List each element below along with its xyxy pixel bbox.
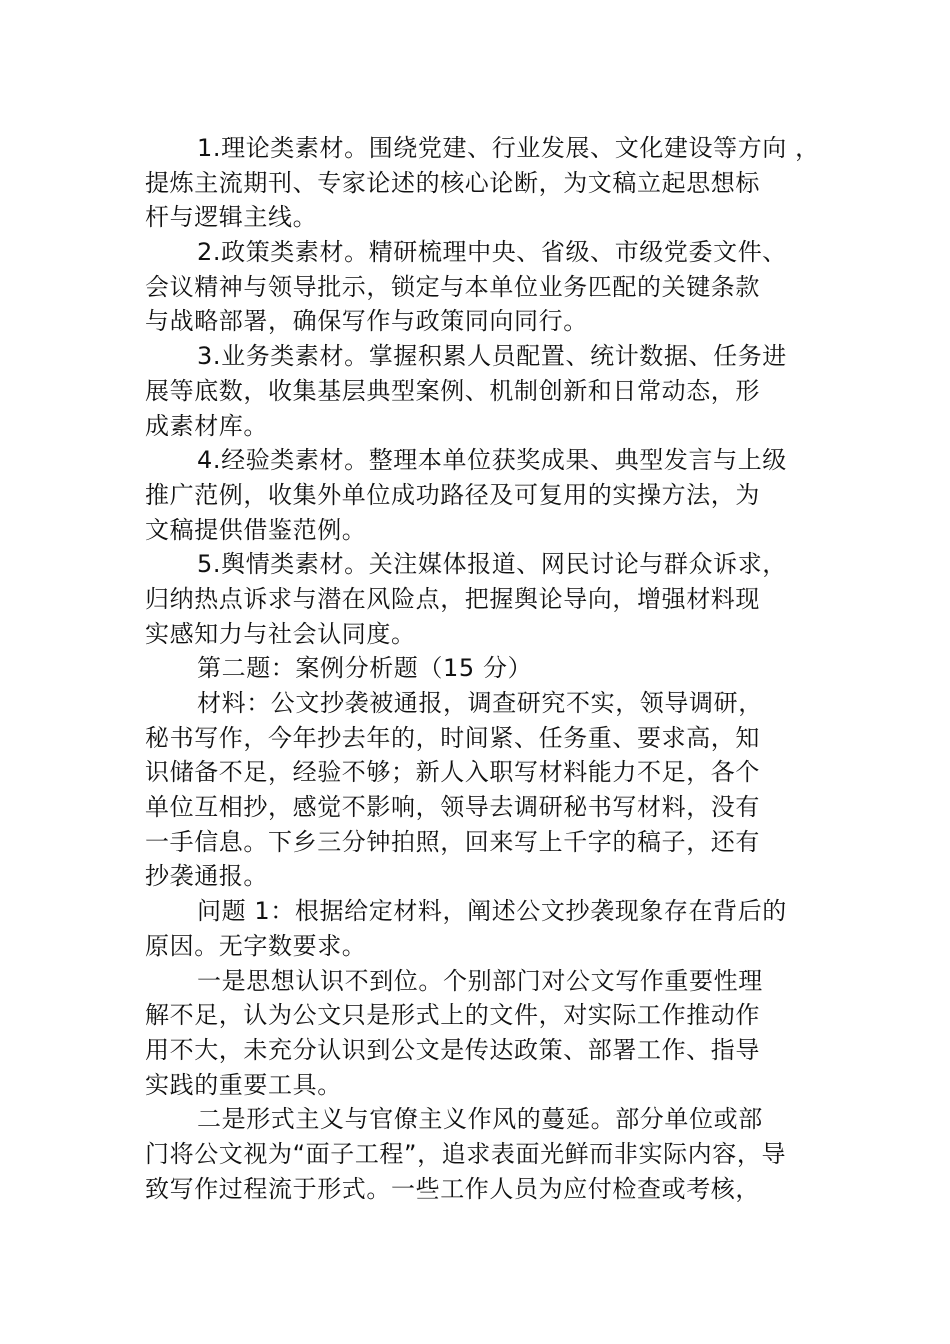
text-line: 展等底数，收集基层典型案例、机制创新和日常动态，形 (145, 376, 760, 405)
paragraph-answer-reason-two (145, 1102, 845, 1206)
text-line: 原因。无字数要求。 (145, 931, 367, 960)
paragraph-question-one (145, 894, 845, 963)
text-line: 单位互相抄，感觉不影响，领导去调研秘书写材料，没有 (145, 793, 760, 822)
text-line: 问题 1：根据给定材料，阐述公文抄袭现象存在背后的 (197, 897, 787, 926)
question-two-heading (145, 651, 845, 686)
text-line: 4.经验类素材。整理本单位获奖成果、典型发言与上级 (197, 446, 787, 475)
text-line: 门将公文视为“面子工程”，追求表面光鲜而非实际内容，导 (145, 1139, 787, 1168)
text-line: 材料：公文抄袭被通报，调查研究不实，领导调研， (197, 689, 763, 717)
text-line: 秘书写作，今年抄去年的，时间紧、任务重、要求高，知 (145, 723, 760, 752)
text-line: 用不大，未充分认识到公文是传达政策、部署工作、指导 (145, 1035, 760, 1064)
text-line: 致写作过程流于形式。一些工作人员为应付检查或考核， (145, 1174, 760, 1203)
text-line: 抄袭通报。 (145, 862, 268, 891)
text-line: 解不足，认为公文只是形式上的文件，对实际工作推动作 (145, 1001, 760, 1030)
text-line: 杆与逻辑主线。 (145, 203, 318, 232)
paragraph-experience-material (145, 443, 845, 547)
text-line: 3.业务类素材。掌握积累人员配置、统计数据、任务进 (197, 342, 787, 371)
paragraph-answer-reason-one (145, 964, 845, 1103)
text-line: 推广范例，收集外单位成功路径及可复用的实操方法，为 (145, 480, 760, 509)
paragraph-case-material (145, 686, 845, 894)
text-line: 会议精神与领导批示，锁定与本单位业务匹配的关键条款 (145, 272, 760, 301)
text-line: 实践的重要工具。 (145, 1070, 342, 1099)
text-line: 一是思想认识不到位。个别部门对公文写作重要性理 (197, 966, 763, 995)
paragraph-public-opinion-material (145, 547, 845, 651)
text-line: 提炼主流期刊、专家论述的核心论断，为文稿立起思想标 (145, 168, 760, 197)
paragraph-business-material (145, 339, 845, 443)
text-line: 实感知力与社会认同度。 (145, 619, 416, 648)
section-heading: 第二题：案例分析题（15 分） (197, 654, 533, 683)
text-line: 归纳热点诉求与潜在风险点，把握舆论导向，增强材料现 (145, 584, 760, 613)
text-line: 识储备不足，经验不够；新人入职写材料能力不足，各个 (145, 758, 760, 787)
text-line: 5.舆情类素材。关注媒体报道、网民讨论与群众诉求， (197, 550, 787, 579)
text-line: 2.政策类素材。精研梳理中央、省级、市级党委文件、 (197, 238, 787, 267)
text-line: 与战略部署，确保写作与政策同向同行。 (145, 307, 588, 336)
text-line: 1.理论类素材。围绕党建、行业发展、文化建设等方向 ， (197, 134, 820, 162)
text-line: 二是形式主义与官僚主义作风的蔓延。部分单位或部 (197, 1105, 763, 1134)
text-line: 文稿提供借鉴范例。 (145, 515, 367, 544)
paragraph-theory-material (145, 131, 845, 235)
paragraph-policy-material (145, 235, 845, 339)
document-body (145, 131, 845, 1206)
text-line: 一手信息。下乡三分钟拍照，回来写上千字的稿子，还有 (145, 827, 760, 856)
text-line: 成素材库。 (145, 411, 268, 440)
